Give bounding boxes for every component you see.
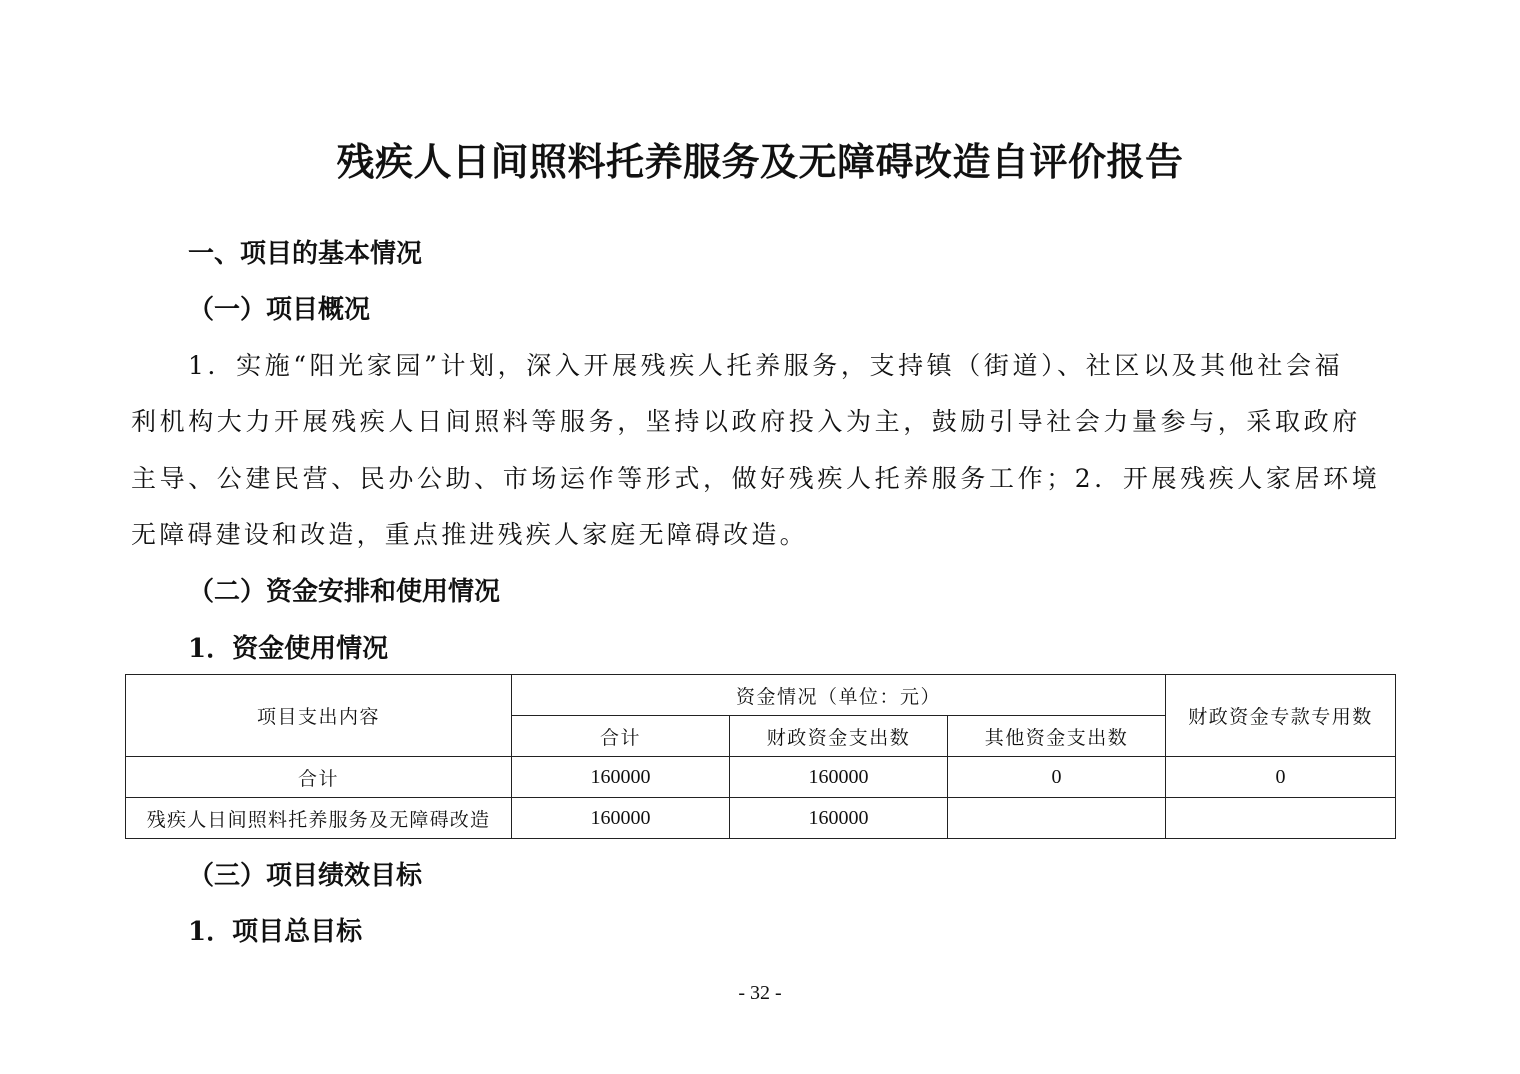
subheader-other-expenditure: 其他资金支出数 bbox=[948, 716, 1166, 757]
row-total: 160000 bbox=[512, 798, 730, 839]
row-special bbox=[1166, 798, 1396, 839]
overview-paragraph-line-1: 1．实施“阳光家园”计划，深入开展残疾人托养服务，支持镇（街道）、社区以及其他社会福 bbox=[188, 351, 1344, 380]
table-row bbox=[126, 757, 1396, 798]
row-total: 160000 bbox=[512, 757, 730, 798]
row-other: 0 bbox=[948, 757, 1166, 798]
header-fund-situation: 资金情况（单位：元） bbox=[512, 675, 1166, 716]
header-special-fund: 财政资金专款专用数 bbox=[1166, 675, 1396, 757]
item-heading-fund-usage: 1．资金使用情况 bbox=[188, 634, 389, 664]
subsection-heading-funding: （二）资金安排和使用情况 bbox=[188, 577, 501, 607]
row-other bbox=[948, 798, 1166, 839]
table-header-row bbox=[126, 675, 1396, 716]
header-project-content: 项目支出内容 bbox=[126, 675, 512, 757]
item-heading-overall-goal: 1．项目总目标 bbox=[188, 917, 363, 947]
subsection-heading-performance-goals: （三）项目绩效目标 bbox=[188, 861, 423, 891]
page-number: - 32 - bbox=[738, 982, 782, 1004]
subsection-heading-overview: （一）项目概况 bbox=[188, 295, 371, 325]
overview-paragraph-line-4: 无障碍建设和改造，重点推进残疾人家庭无障碍改造。 bbox=[131, 520, 808, 549]
table-row bbox=[126, 798, 1396, 839]
document-title: 残疾人日间照料托养服务及无障碍改造自评价报告 bbox=[336, 139, 1184, 184]
row-name: 残疾人日间照料托养服务及无障碍改造 bbox=[126, 798, 512, 839]
fund-usage-table bbox=[125, 674, 1396, 839]
subheader-total: 合计 bbox=[512, 716, 730, 757]
overview-paragraph-line-2: 利机构大力开展残疾人日间照料等服务，坚持以政府投入为主，鼓励引导社会力量参与，采取政府 bbox=[131, 407, 1361, 436]
row-fiscal: 160000 bbox=[730, 757, 948, 798]
row-fiscal: 160000 bbox=[730, 798, 948, 839]
section-heading-basic-info: 一、项目的基本情况 bbox=[188, 239, 423, 269]
subheader-fiscal-expenditure: 财政资金支出数 bbox=[730, 716, 948, 757]
row-special: 0 bbox=[1166, 757, 1396, 798]
row-name: 合计 bbox=[126, 757, 512, 798]
overview-paragraph-line-3: 主导、公建民营、民办公助、市场运作等形式，做好残疾人托养服务工作；2．开展残疾人家居环境 bbox=[131, 464, 1381, 493]
